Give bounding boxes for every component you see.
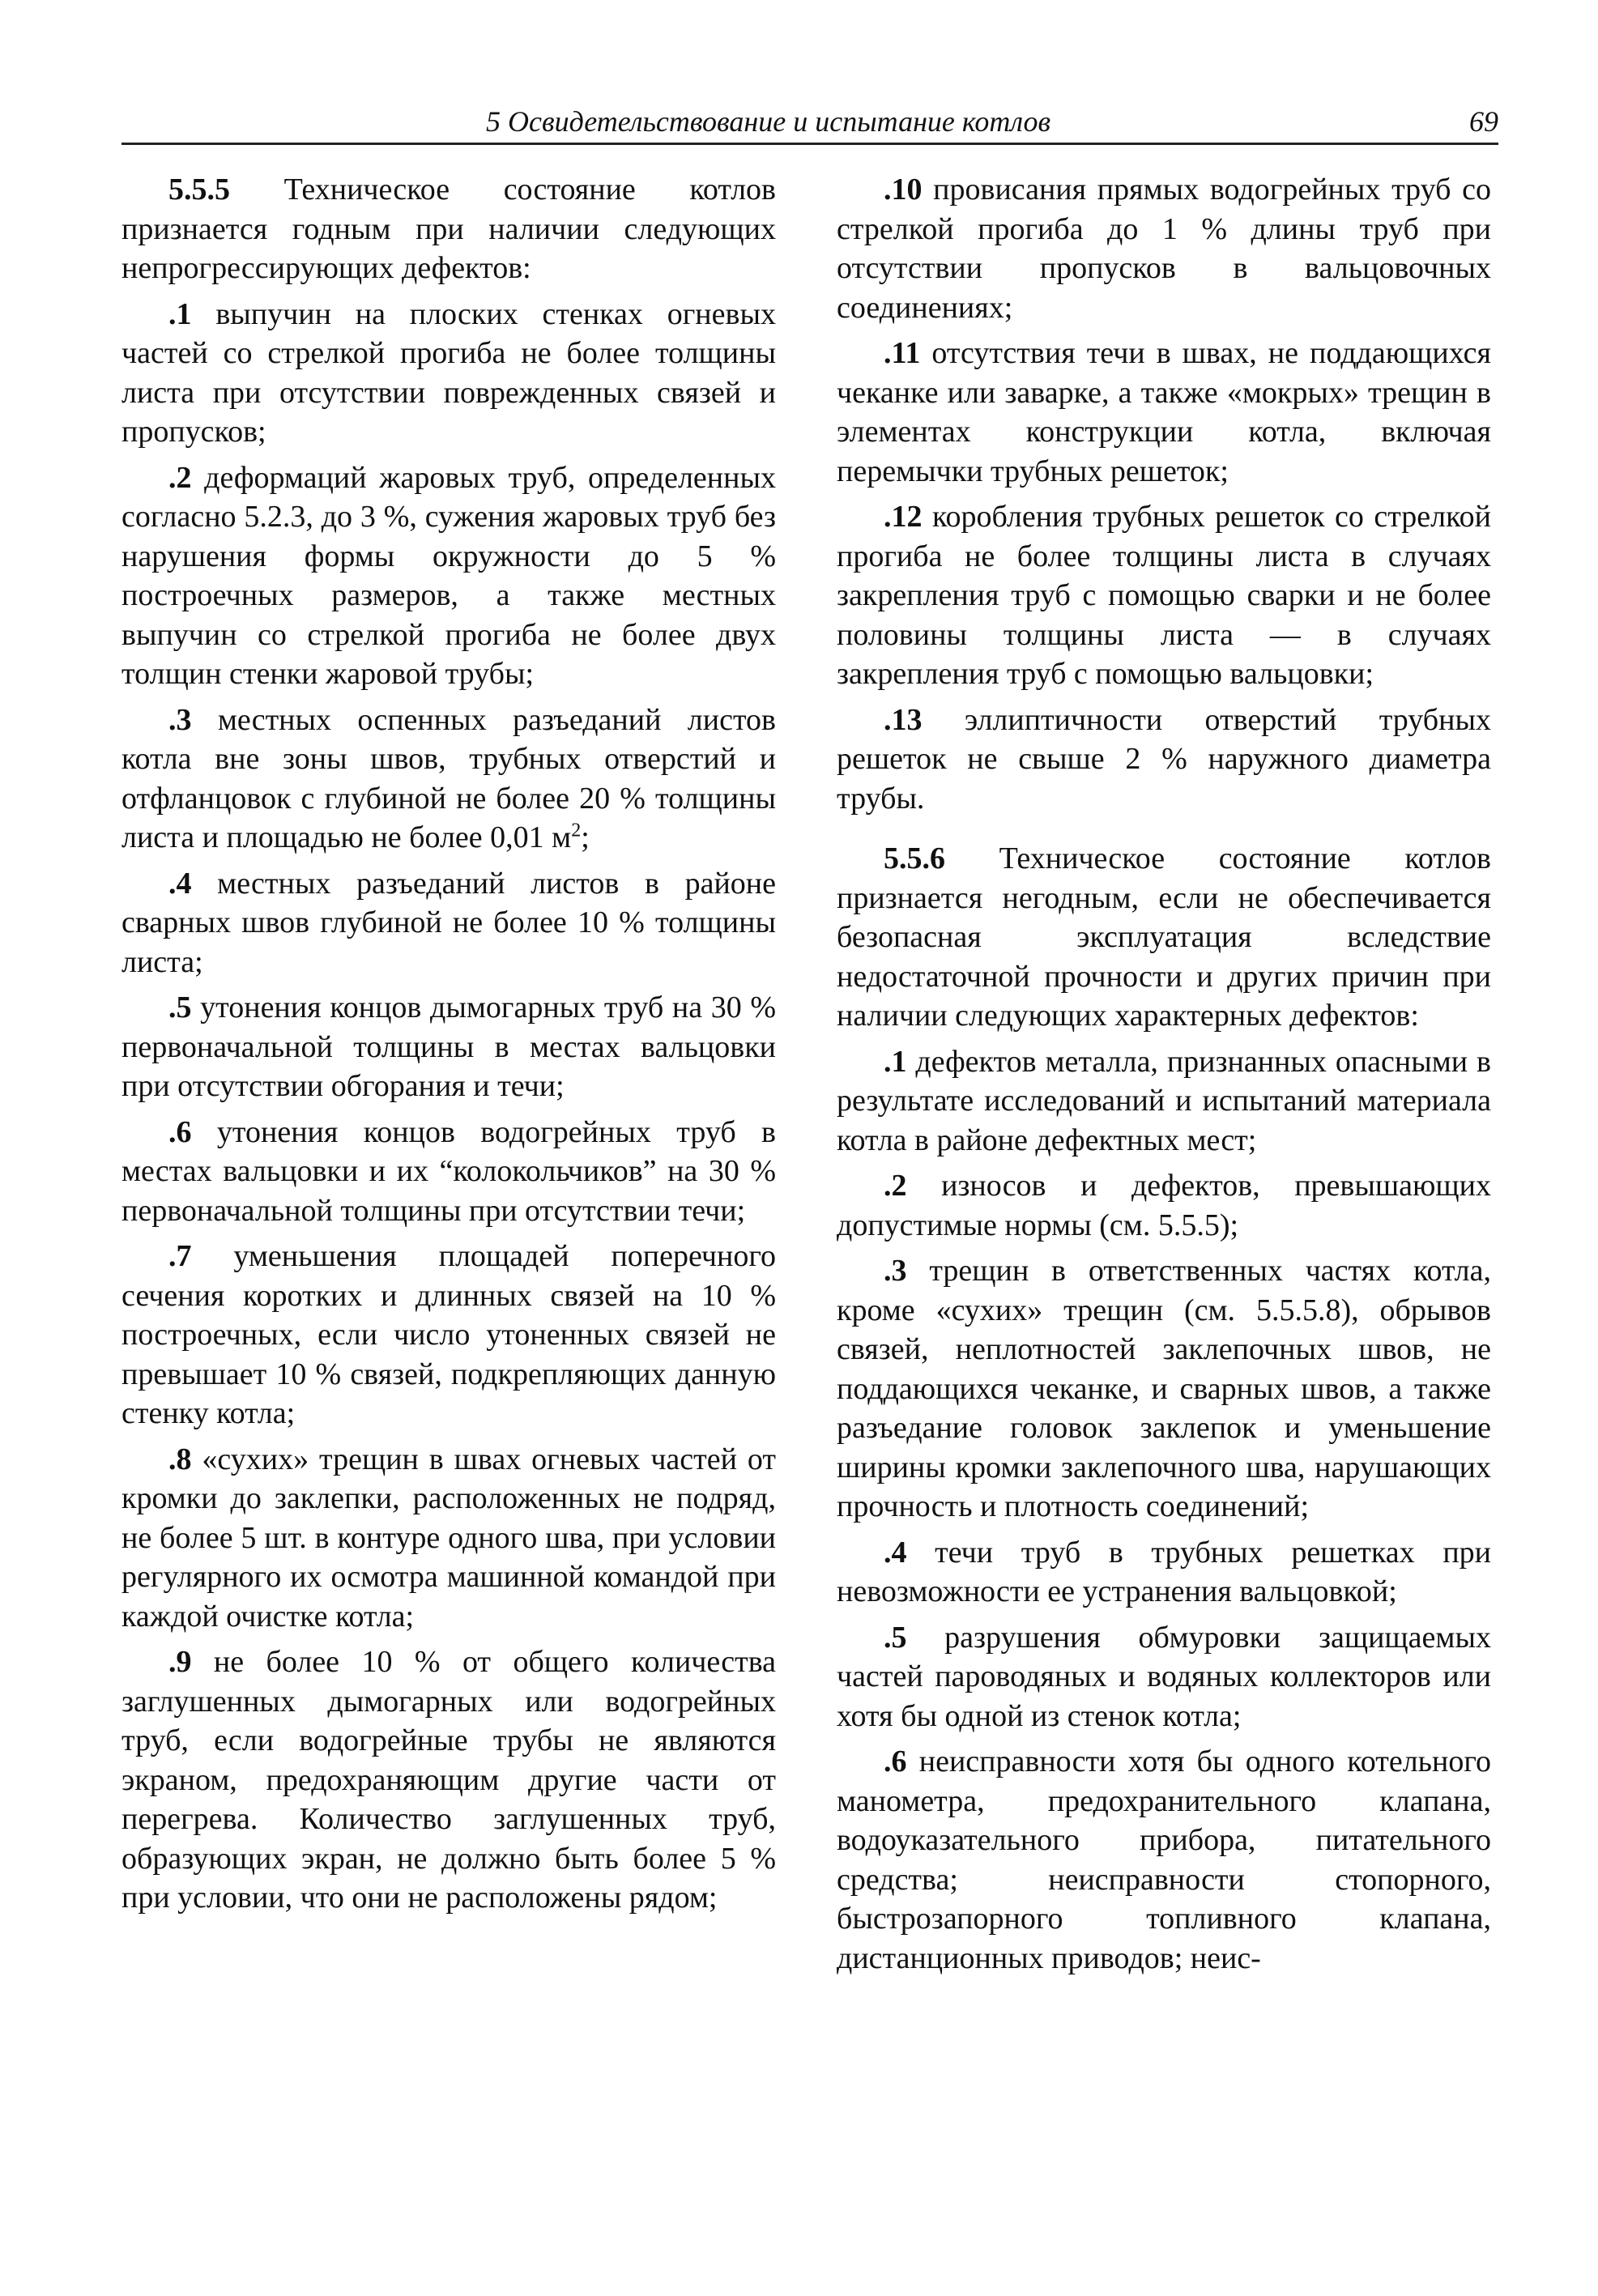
- list-item: [837, 1042, 1491, 1161]
- list-item: [121, 864, 776, 982]
- right-column: [837, 170, 1491, 1984]
- item-text: утонения концов дымогарных труб на 30 % первоначальной толщины в местах вальцовки при отсутствии обгорания и течи;: [121, 990, 776, 1103]
- list-item: [837, 334, 1491, 491]
- superscript: 2: [571, 820, 582, 841]
- item-number: .7: [168, 1239, 192, 1273]
- list-item: [837, 1533, 1491, 1612]
- clause-5-5-6: [837, 839, 1491, 1036]
- item-text: трещин в ответственных частях котла, кроме «сухих» трещин (см. 5.5.5.8), обрывов связей, неплотностей заклепочных швов, не поддающихся чеканке, и сварных швов, а также разъедание головок заклепок и уменьшение ширины кромки заклепочного шва, нарушающих прочность и плотность соединений;: [837, 1254, 1491, 1523]
- list-item: [121, 701, 776, 858]
- item-text: коробления трубных решеток со стрелкой прогиба не более толщины листа в случаях закрепления труб с помощью сварки и не более половины толщины листа — в случаях закрепления труб с помощью вальцовки;: [837, 500, 1491, 691]
- item-text: не более 10 % от общего количества заглушенных дымогарных или водогрейных труб, если водогрейные трубы не являются экраном, предохраняющим другие части от перегрева. Количество заглушенных труб, образующих экран, не должно быть более 5 % при условии, что они не расположены рядом;: [121, 1645, 776, 1915]
- item-text: местных разъеданий листов в районе сварных швов глубиной не более 10 % толщины листа;: [121, 866, 776, 979]
- list-item: [837, 1618, 1491, 1736]
- item-text: местных оспенных разъеданий листов котла вне зоны швов, трубных отверстий и отфланцовок с глубиной не более 20 % толщины листа и площадью не более 0,01 м: [121, 702, 776, 854]
- item-number: .4: [884, 1535, 907, 1570]
- item-text: «сухих» трещин в швах огневых частей от кромки до заклепки, расположенных не подряд, не более 5 шт. в контуре одного шва, при условии регулярного их осмотра машинной командой при каждой очистке котла;: [121, 1442, 776, 1634]
- item-number: .5: [884, 1620, 907, 1655]
- page-number: 69: [1469, 105, 1498, 138]
- item-text: уменьшения площадей поперечного сечения коротких и длинных связей на 10 % построечных, если число утоненных связей не превышает 10 % связей, подкрепляющих данную стенку котла;: [121, 1239, 776, 1430]
- item-number: .3: [168, 702, 192, 737]
- item-number: .5: [168, 990, 192, 1024]
- list-item: [121, 1237, 776, 1433]
- item-number: .3: [884, 1254, 907, 1288]
- list-item: [121, 1113, 776, 1231]
- item-number: .1: [168, 296, 192, 331]
- item-text-tail: ;: [581, 820, 590, 854]
- item-text: неисправности хотя бы одного котельного манометра, предохранительного клапана, водоуказательного прибора, питательного средства; неисправности стопорного, быстрозапорного топливного клапана, дистанционных приводов; неис-: [837, 1744, 1491, 1975]
- item-text: течи труб в трубных решетках при невозможности ее устранения вальцовкой;: [837, 1535, 1491, 1608]
- list-item: [121, 1440, 776, 1637]
- list-item: [121, 988, 776, 1106]
- clause-text: Техническое состояние котлов признается годным при наличии следующих непрогрессирующих дефектов:: [121, 173, 776, 285]
- chapter-title: 5 Освидетельствование и испытание котлов: [486, 105, 1051, 138]
- list-item: [121, 295, 776, 452]
- list-item: [837, 701, 1491, 819]
- list-item: [837, 1742, 1491, 1978]
- item-number: .12: [884, 500, 923, 534]
- list-item: [121, 458, 776, 694]
- item-number: .2: [884, 1169, 907, 1203]
- item-text: выпучин на плоских стенках огневых частей со стрелкой прогиба не более толщины листа при отсутствии поврежденных связей и пропусков;: [121, 296, 776, 449]
- item-text: эллиптичности отверстий трубных решеток не свыше 2 % наружного диаметра трубы.: [837, 702, 1491, 816]
- item-number: .9: [168, 1645, 192, 1679]
- clause-number: 5.5.5: [168, 173, 230, 207]
- left-column: [121, 170, 776, 1924]
- item-text: утонения концов водогрейных труб в местах вальцовки и их “колокольчиков” на 30 % первоначальной толщины при отсутствии течи;: [121, 1114, 776, 1228]
- item-text: отсутствия течи в швах, не поддающихся чеканке или заварке, а также «мокрых» трещин в элементах конструкции котла, включая перемычки трубных решеток;: [837, 336, 1491, 488]
- item-text: дефектов металла, признанных опасными в результате исследований и испытаний материала котла в районе дефектных мест;: [837, 1044, 1491, 1157]
- item-number: .8: [168, 1442, 192, 1476]
- list-item: [837, 170, 1491, 327]
- clause-text: Техническое состояние котлов признается негодным, если не обеспечивается безопасная эксплуатация вследствие недостаточной прочности и других причин при наличии следующих характерных дефектов:: [837, 841, 1491, 1033]
- item-number: .6: [168, 1114, 192, 1149]
- clause-5-5-5: [121, 170, 776, 288]
- clause-number: 5.5.6: [884, 841, 945, 875]
- item-text: износов и дефектов, превышающих допустимые нормы (см. 5.5.5);: [837, 1169, 1491, 1242]
- item-number: .13: [884, 702, 923, 737]
- running-header: [121, 104, 1498, 145]
- item-text: деформаций жаровых труб, определенных согласно 5.2.3, до 3 %, сужения жаровых труб без нарушения формы окружности до 5 % построечных размеров, а также местных выпучин со стрелкой прогиба не более двух толщин стенки жаровой трубы;: [121, 460, 776, 691]
- item-number: .1: [884, 1044, 907, 1079]
- item-number: .6: [884, 1744, 907, 1778]
- list-item: [837, 497, 1491, 694]
- list-item: [837, 1251, 1491, 1527]
- item-text: провисания прямых водогрейных труб со стрелкой прогиба до 1 % длины труб при отсутствии пропусков в вальцовочных соединениях;: [837, 173, 1491, 325]
- item-number: .11: [884, 336, 921, 370]
- list-item: [837, 1166, 1491, 1245]
- item-number: .10: [884, 173, 923, 207]
- item-number: .4: [168, 866, 192, 901]
- list-item: [121, 1642, 776, 1918]
- item-number: .2: [168, 460, 192, 495]
- item-text: разрушения обмуровки защищаемых частей пароводяных и водяных коллекторов или хотя бы одной из стенок котла;: [837, 1620, 1491, 1733]
